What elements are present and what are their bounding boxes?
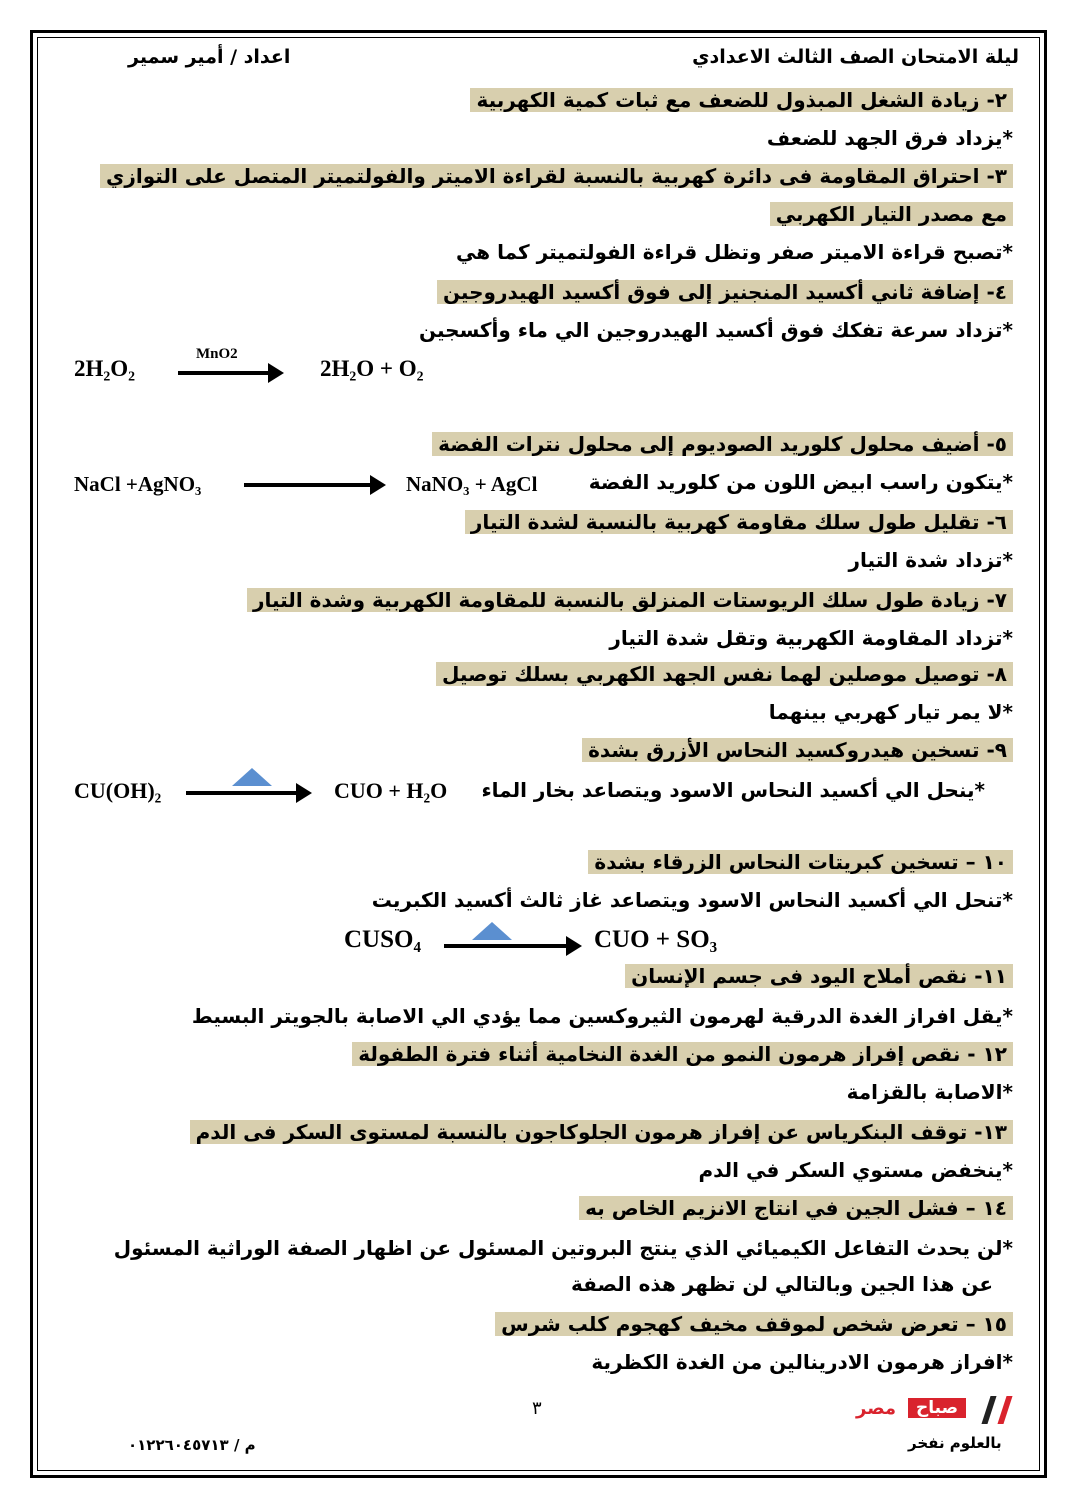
answer-7: *تزداد المقاومة الكهربية وتقل شدة التيار	[609, 626, 1013, 650]
equation-4-left: CUSO₄	[344, 926, 421, 953]
answer-13: *ينخفض مستوي السكر في الدم	[698, 1158, 1013, 1182]
page-number: ٣	[532, 1398, 542, 1419]
answer-2: *يزداد فرق الجهد للضعف	[766, 126, 1013, 150]
answer-6: *تزداد شدة التيار	[848, 548, 1013, 572]
question-9: ٩- تسخين هيدروكسيد النحاس الأزرق بشدة	[582, 738, 1013, 762]
question-4: ٤- إضافة ثاني أكسيد المنجنيز إلى فوق أكسيد الهيدروجين	[437, 280, 1013, 304]
footer-slogan: بالعلوم نفخر	[908, 1434, 1002, 1452]
header-title: ليلة الامتحان الصف الثالث الاعدادي	[692, 46, 1019, 68]
question-11: ١١- نقص أملاح اليود فى جسم الإنسان	[625, 964, 1013, 988]
question-5: ٥- أضيف محلول كلوريد الصوديوم إلى محلول نترات الفضة	[432, 432, 1013, 456]
logo-slash-icon	[981, 1396, 996, 1424]
equation-1-right: 2H₂O + O₂	[320, 356, 424, 381]
footer-phone: م / ٠١٢٢٦٠٤٥٧١٣	[128, 1436, 256, 1454]
answer-9: *ينحل الي أكسيد النحاس الاسود ويتصاعد بخار الماء	[481, 778, 985, 802]
question-15: ١٥ – تعرض شخص لموقف مخيف كهجوم كلب شرس	[495, 1312, 1013, 1336]
equation-4-arrow	[444, 944, 568, 948]
question-14: ١٤ – فشل الجين في انتاج الانزيم الخاص به	[579, 1196, 1013, 1220]
header-author: اعداد / أمير سمير	[128, 46, 291, 68]
equation-1-arrow	[178, 371, 270, 375]
logo-text-1: صباح	[908, 1398, 966, 1418]
question-8: ٨- توصيل موصلين لهما نفس الجهد الكهربي بسلك توصيل	[436, 662, 1013, 686]
question-3-line2: مع مصدر التيار الكهربي	[770, 202, 1013, 226]
answer-14-line2: عن هذا الجين وبالتالي لن تظهر هذه الصفة	[571, 1272, 993, 1296]
question-13: ١٣- توقف البنكرياس عن إفراز هرمون الجلوكاجون بالنسبة لمستوى السكر فى الدم	[190, 1120, 1013, 1144]
logo-text-2: مصر	[856, 1398, 897, 1419]
answer-4: *تزداد سرعة تفكك فوق أكسيد الهيدروجين الي ماء وأكسجين	[419, 318, 1013, 342]
answer-8: *لا يمر تيار كهربي بينهما	[768, 700, 1013, 724]
equation-2-arrow	[244, 483, 372, 487]
heat-triangle-icon	[232, 768, 272, 786]
question-10: ١٠ – تسخين كبريتات النحاس الزرقاء بشدة	[588, 850, 1013, 874]
answer-3: *تصبح قراءة الاميتر صفر وتظل قراءة الفولتميتر كما هي	[456, 240, 1013, 264]
equation-3-right: CUO + H₂O	[334, 778, 448, 803]
answer-12: *الاصابة بالقزامة	[846, 1080, 1013, 1104]
question-7: ٧- زيادة طول سلك الريوستات المنزلق بالنسبة للمقاومة الكهربية وشدة التيار	[247, 588, 1013, 612]
answer-10: *تنحل الي أكسيد النحاس الاسود ويتصاعد غاز ثالث أكسيد الكبريت	[371, 888, 1013, 912]
question-3-line1: ٣- احتراق المقاومة فى دائرة كهربية بالنسبة لقراءة الاميتر والفولتميتر المتصل على التوازي	[100, 164, 1013, 188]
equation-3-arrow	[186, 791, 298, 795]
answer-5: *يتكون راسب ابيض اللون من كلوريد الفضة	[588, 470, 1013, 494]
answer-14-line1: *لن يحدث التفاعل الكيميائي الذي ينتج البروتين المسئول عن اظهار الصفة الوراثية المسئول	[113, 1236, 1013, 1260]
question-12: ١٢ - نقص إفراز هرمون النمو من الغدة النخامية أثناء فترة الطفولة	[352, 1042, 1013, 1066]
equation-2-left: NaCl +AgNO₃	[74, 472, 202, 496]
equation-1-left: 2H₂O₂	[74, 356, 136, 381]
equation-2-right: NaNO₃ + AgCl	[406, 472, 538, 496]
heat-triangle-icon	[472, 922, 512, 940]
equation-3-left: CU(OH)₂	[74, 778, 162, 803]
question-6: ٦- تقليل طول سلك مقاومة كهربية بالنسبة لشدة التيار	[465, 510, 1013, 534]
question-2: ٢- زيادة الشغل المبذول للضعف مع ثبات كمية الكهربية	[470, 88, 1013, 112]
logo-slash-icon	[997, 1396, 1012, 1424]
answer-11: *يقل افراز الغدة الدرقية لهرمون الثيروكسين مما يؤدي الي الاصابة بالجويتر البسيط	[191, 1004, 1013, 1028]
logo	[856, 1396, 1024, 1430]
equation-1-catalyst: MnO2	[196, 346, 238, 362]
answer-15: *افراز هرمون الادرينالين من الغدة الكظرية	[591, 1350, 1013, 1374]
equation-4-right: CUO + SO₃	[594, 926, 718, 953]
